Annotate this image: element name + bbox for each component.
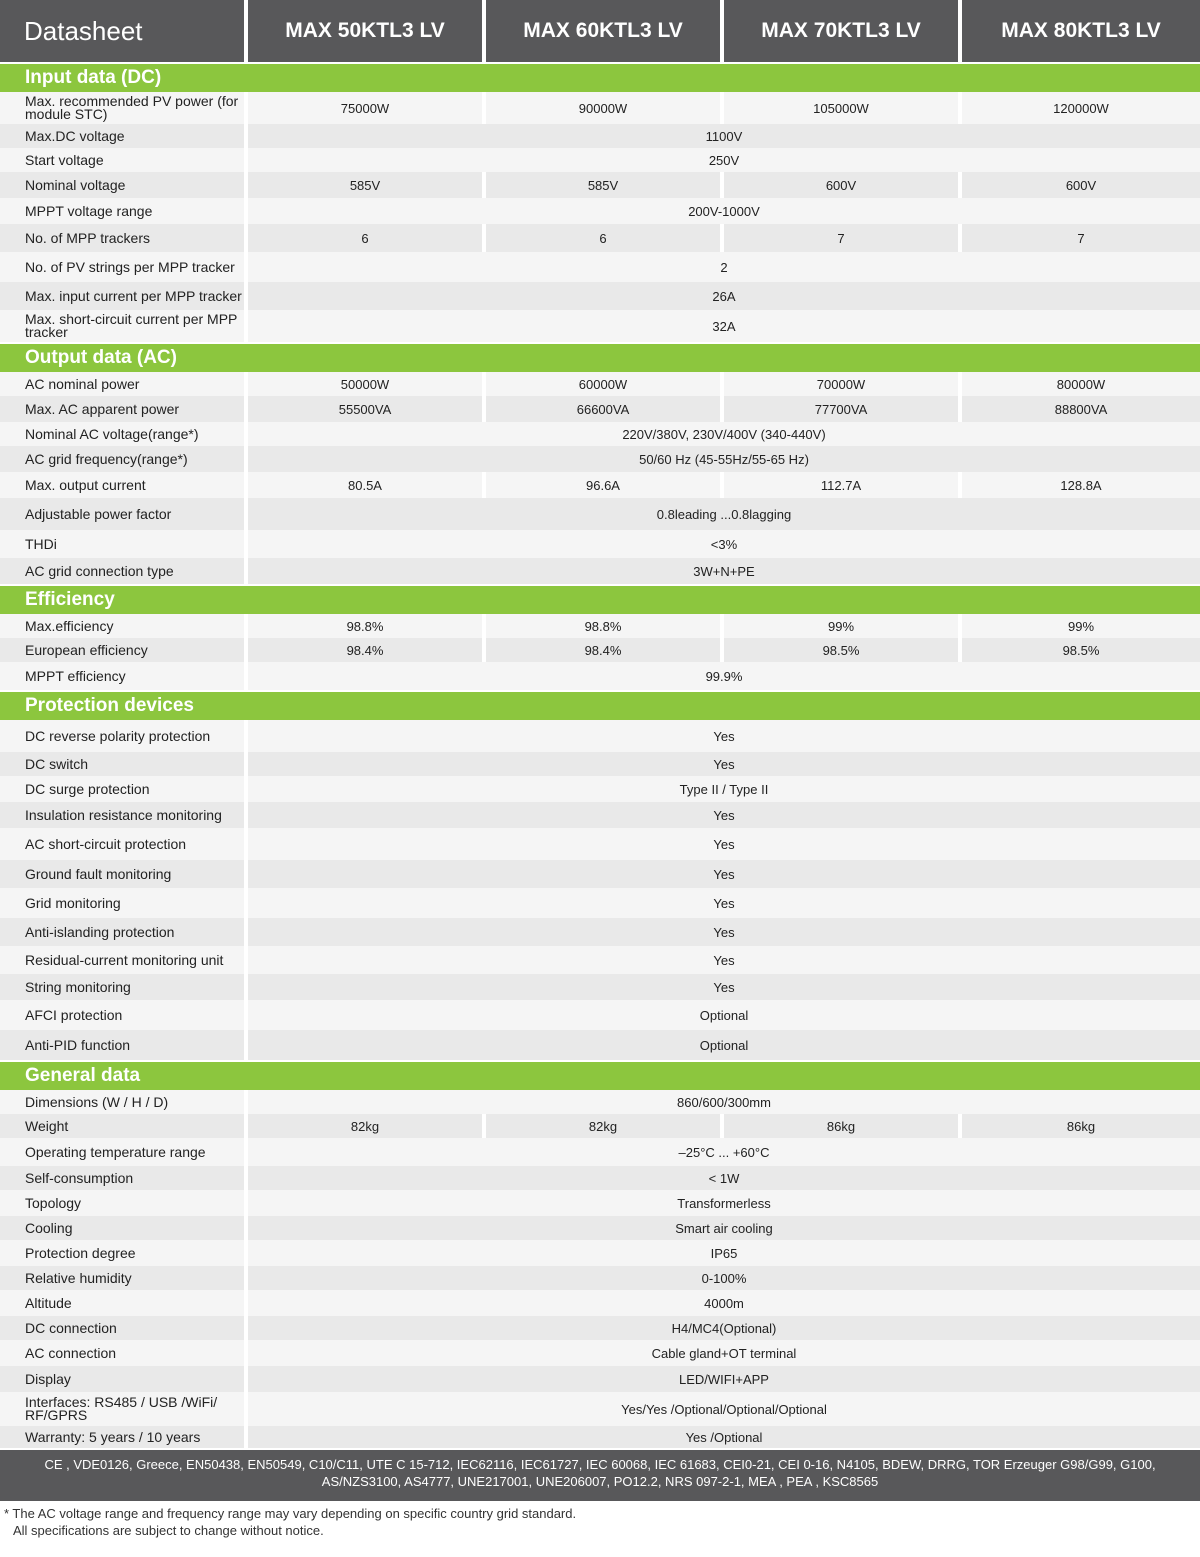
spec-label: Start voltage xyxy=(0,148,244,172)
spec-row xyxy=(0,1090,1200,1114)
spec-value: 80000W xyxy=(962,372,1200,396)
spec-row xyxy=(0,752,1200,776)
spec-row xyxy=(0,1216,1200,1240)
spec-value: 99% xyxy=(724,614,958,638)
spec-value: Cable gland+OT terminal xyxy=(248,1340,1200,1366)
spec-row xyxy=(0,918,1200,946)
spec-value: Smart air cooling xyxy=(248,1216,1200,1240)
spec-row xyxy=(0,1266,1200,1290)
spec-label: Nominal voltage xyxy=(0,172,244,198)
spec-value: 120000W xyxy=(962,92,1200,124)
spec-value: 6 xyxy=(248,224,482,252)
spec-row xyxy=(0,310,1200,342)
spec-label: DC reverse polarity protection xyxy=(0,720,244,752)
spec-label: Residual-current monitoring unit xyxy=(0,946,244,974)
spec-value: < 1W xyxy=(248,1166,1200,1190)
model-header: MAX 60KTL3 LV xyxy=(486,0,720,62)
spec-value: Optional xyxy=(248,1030,1200,1060)
spec-label: AC nominal power xyxy=(0,372,244,396)
spec-label: Interfaces: RS485 / USB /WiFi/ RF/GPRS xyxy=(0,1392,244,1426)
spec-label: THDi xyxy=(0,530,244,558)
spec-label: Protection degree xyxy=(0,1240,244,1266)
spec-label: AC grid connection type xyxy=(0,558,244,584)
spec-label: Grid monitoring xyxy=(0,888,244,918)
spec-label: Altitude xyxy=(0,1290,244,1316)
spec-row xyxy=(0,1290,1200,1316)
spec-value: 99% xyxy=(962,614,1200,638)
spec-value: H4/MC4(Optional) xyxy=(248,1316,1200,1340)
spec-label: AC grid frequency(range*) xyxy=(0,446,244,472)
section-title: Efficiency xyxy=(0,584,1200,614)
spec-value: Yes xyxy=(248,752,1200,776)
spec-value: Yes/Yes /Optional/Optional/Optional xyxy=(248,1392,1200,1426)
spec-row xyxy=(0,888,1200,918)
spec-value: 3W+N+PE xyxy=(248,558,1200,584)
header-row xyxy=(0,0,1200,62)
spec-row xyxy=(0,224,1200,252)
spec-value: 1100V xyxy=(248,124,1200,148)
spec-label: AFCI protection xyxy=(0,1000,244,1030)
spec-row xyxy=(0,720,1200,752)
section-title: Output data (AC) xyxy=(0,342,1200,372)
spec-row xyxy=(0,446,1200,472)
spec-label: AC connection xyxy=(0,1340,244,1366)
spec-value: 98.4% xyxy=(248,638,482,662)
datasheet-title: Datasheet xyxy=(0,0,244,62)
spec-value: <3% xyxy=(248,530,1200,558)
spec-value: 860/600/300mm xyxy=(248,1090,1200,1114)
spec-value: 86kg xyxy=(724,1114,958,1138)
spec-value: 200V-1000V xyxy=(248,198,1200,224)
spec-value: 7 xyxy=(724,224,958,252)
spec-value: 26A xyxy=(248,282,1200,310)
spec-label: DC surge protection xyxy=(0,776,244,802)
spec-row xyxy=(0,1138,1200,1166)
spec-label: Max. AC apparent power xyxy=(0,396,244,422)
spec-label: String monitoring xyxy=(0,974,244,1000)
spec-row xyxy=(0,1240,1200,1266)
spec-label: MPPT efficiency xyxy=(0,662,244,690)
spec-value: 80.5A xyxy=(248,472,482,498)
spec-value: 99.9% xyxy=(248,662,1200,690)
spec-row xyxy=(0,252,1200,282)
spec-row xyxy=(0,638,1200,662)
spec-value: 32A xyxy=(248,310,1200,342)
spec-label: Max. short-circuit current per MPP tracker xyxy=(0,310,244,342)
spec-label: Dimensions (W / H / D) xyxy=(0,1090,244,1114)
spec-row xyxy=(0,498,1200,530)
spec-value: 250V xyxy=(248,148,1200,172)
spec-value: 82kg xyxy=(486,1114,720,1138)
model-header: MAX 70KTL3 LV xyxy=(724,0,958,62)
spec-row xyxy=(0,1190,1200,1216)
spec-value: Type II / Type II xyxy=(248,776,1200,802)
spec-row xyxy=(0,1426,1200,1448)
spec-value: 70000W xyxy=(724,372,958,396)
spec-row xyxy=(0,1340,1200,1366)
spec-value: 50000W xyxy=(248,372,482,396)
spec-label: Nominal AC voltage(range*) xyxy=(0,422,244,446)
spec-value: 98.8% xyxy=(248,614,482,638)
section-title: General data xyxy=(0,1060,1200,1090)
spec-label: European efficiency xyxy=(0,638,244,662)
spec-value: Yes xyxy=(248,720,1200,752)
spec-value: 220V/380V, 230V/400V (340-440V) xyxy=(248,422,1200,446)
spec-row xyxy=(0,198,1200,224)
spec-label: Relative humidity xyxy=(0,1266,244,1290)
spec-row xyxy=(0,828,1200,860)
spec-label: No. of MPP trackers xyxy=(0,224,244,252)
spec-row xyxy=(0,172,1200,198)
spec-value: Yes xyxy=(248,802,1200,828)
spec-value: Yes xyxy=(248,974,1200,1000)
spec-label: Max. recommended PV power (for module STC) xyxy=(0,92,244,124)
model-header: MAX 80KTL3 LV xyxy=(962,0,1200,62)
spec-label: DC switch xyxy=(0,752,244,776)
spec-row xyxy=(0,1166,1200,1190)
spec-value: 66600VA xyxy=(486,396,720,422)
spec-label: Cooling xyxy=(0,1216,244,1240)
spec-value: 128.8A xyxy=(962,472,1200,498)
spec-value: 585V xyxy=(486,172,720,198)
spec-value: Yes xyxy=(248,888,1200,918)
spec-value: 0-100% xyxy=(248,1266,1200,1290)
spec-value: 585V xyxy=(248,172,482,198)
spec-value: Yes xyxy=(248,918,1200,946)
spec-row xyxy=(0,860,1200,888)
model-header: MAX 50KTL3 LV xyxy=(248,0,482,62)
spec-value: 600V xyxy=(962,172,1200,198)
spec-row xyxy=(0,530,1200,558)
spec-value: 98.8% xyxy=(486,614,720,638)
spec-label: Max.efficiency xyxy=(0,614,244,638)
spec-row xyxy=(0,372,1200,396)
spec-row xyxy=(0,662,1200,690)
spec-row xyxy=(0,776,1200,802)
spec-value: 7 xyxy=(962,224,1200,252)
spec-label: No. of PV strings per MPP tracker xyxy=(0,252,244,282)
spec-row xyxy=(0,282,1200,310)
spec-label: Display xyxy=(0,1366,244,1392)
spec-value: 60000W xyxy=(486,372,720,396)
spec-value: 55500VA xyxy=(248,396,482,422)
spec-row xyxy=(0,472,1200,498)
spec-row xyxy=(0,1366,1200,1392)
spec-sections xyxy=(0,62,1200,1448)
spec-label: Self-consumption xyxy=(0,1166,244,1190)
spec-row xyxy=(0,92,1200,124)
spec-row xyxy=(0,946,1200,974)
spec-value: 90000W xyxy=(486,92,720,124)
spec-value: Yes xyxy=(248,860,1200,888)
spec-value: 75000W xyxy=(248,92,482,124)
spec-value: 77700VA xyxy=(724,396,958,422)
spec-label: Adjustable power factor xyxy=(0,498,244,530)
spec-value: 50/60 Hz (45-55Hz/55-65 Hz) xyxy=(248,446,1200,472)
spec-label: Weight xyxy=(0,1114,244,1138)
spec-value: Yes /Optional xyxy=(248,1426,1200,1448)
spec-row xyxy=(0,1316,1200,1340)
spec-row xyxy=(0,974,1200,1000)
footnote: All specifications are subject to change without notice. xyxy=(13,1523,324,1538)
spec-row xyxy=(0,558,1200,584)
spec-value: LED/WIFI+APP xyxy=(248,1366,1200,1392)
spec-row xyxy=(0,802,1200,828)
spec-label: Operating temperature range xyxy=(0,1138,244,1166)
spec-value: 98.5% xyxy=(724,638,958,662)
section-title: Input data (DC) xyxy=(0,62,1200,92)
spec-value: 98.5% xyxy=(962,638,1200,662)
spec-row xyxy=(0,124,1200,148)
spec-value: Transformerless xyxy=(248,1190,1200,1216)
spec-label: Anti-PID function xyxy=(0,1030,244,1060)
spec-label: Insulation resistance monitoring xyxy=(0,802,244,828)
spec-value: IP65 xyxy=(248,1240,1200,1266)
spec-label: DC connection xyxy=(0,1316,244,1340)
spec-value: 82kg xyxy=(248,1114,482,1138)
section-title: Protection devices xyxy=(0,690,1200,720)
spec-row xyxy=(0,1392,1200,1426)
spec-label: MPPT voltage range xyxy=(0,198,244,224)
spec-row xyxy=(0,148,1200,172)
spec-row xyxy=(0,1114,1200,1138)
spec-label: Max. output current xyxy=(0,472,244,498)
spec-value: 86kg xyxy=(962,1114,1200,1138)
spec-value: 2 xyxy=(248,252,1200,282)
spec-label: Anti-islanding protection xyxy=(0,918,244,946)
spec-value: 96.6A xyxy=(486,472,720,498)
spec-value: Yes xyxy=(248,946,1200,974)
spec-value: 112.7A xyxy=(724,472,958,498)
spec-row xyxy=(0,614,1200,638)
footnote: * The AC voltage range and frequency range may vary depending on specific country grid standard. xyxy=(4,1506,577,1521)
spec-row xyxy=(0,396,1200,422)
spec-label: Max.DC voltage xyxy=(0,124,244,148)
spec-value: 4000m xyxy=(248,1290,1200,1316)
spec-value: 98.4% xyxy=(486,638,720,662)
spec-value: –25°C ... +60°C xyxy=(248,1138,1200,1166)
spec-label: Warranty: 5 years / 10 years xyxy=(0,1426,244,1448)
spec-label: Ground fault monitoring xyxy=(0,860,244,888)
spec-value: 0.8leading ...0.8lagging xyxy=(248,498,1200,530)
spec-label: Topology xyxy=(0,1190,244,1216)
spec-value: 88800VA xyxy=(962,396,1200,422)
spec-label: Max. input current per MPP tracker xyxy=(0,282,244,310)
spec-value: 600V xyxy=(724,172,958,198)
spec-row xyxy=(0,1030,1200,1060)
spec-value: 6 xyxy=(486,224,720,252)
spec-value: 105000W xyxy=(724,92,958,124)
spec-value: Optional xyxy=(248,1000,1200,1030)
spec-label: AC short-circuit protection xyxy=(0,828,244,860)
spec-row xyxy=(0,1000,1200,1030)
spec-row xyxy=(0,422,1200,446)
spec-value: Yes xyxy=(248,828,1200,860)
footnotes xyxy=(0,1501,1200,1543)
certifications: CE , VDE0126, Greece, EN50438, EN50549, C10/C11, UTE C 15-712, IEC62116, IEC61727, IEC 60068, IEC 61683, CEI0-21, CEI 0-16, N4105, BDEW, DRRG, TOR Erzeuger G98/G99, G100, AS/NZS3100, AS4777, UNE217001, UNE206007, PO12.2, NRS 097-2-1, MEA , PEA , KSC8565 xyxy=(0,1450,1200,1501)
